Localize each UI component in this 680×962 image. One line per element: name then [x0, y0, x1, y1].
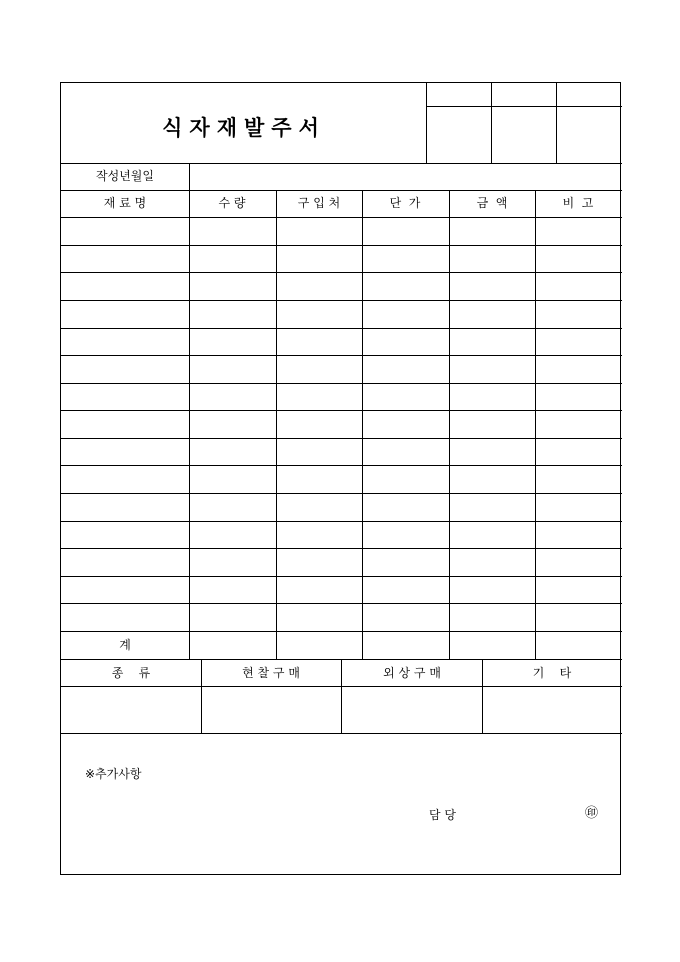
divider — [61, 272, 622, 273]
divider — [61, 733, 622, 734]
approval-cell-1[interactable] — [427, 107, 491, 163]
type-header-category: 종 류 — [111, 666, 151, 680]
divider — [61, 438, 622, 439]
divider — [276, 190, 277, 659]
divider — [61, 217, 622, 218]
column-header-amount: 금 액 — [476, 196, 508, 210]
type-header-credit-purchase: 외 상 구 매 — [383, 666, 441, 680]
divider — [61, 163, 622, 164]
column-header-quantity: 수 량 — [218, 196, 246, 210]
remarks-area[interactable] — [62, 783, 621, 873]
divider — [482, 659, 483, 733]
column-header-supplier: 구 입 처 — [297, 196, 341, 210]
divider — [61, 465, 622, 466]
divider — [61, 383, 622, 384]
form-title: 식자재발주서 — [162, 115, 326, 140]
manager-label: 담 당 — [429, 808, 456, 822]
remarks-label: ※추가사항 — [85, 767, 142, 781]
type-header-cash-purchase: 현 찰 구 매 — [242, 666, 300, 680]
divider — [61, 245, 622, 246]
divider — [341, 659, 342, 733]
divider — [61, 328, 622, 329]
divider — [61, 576, 622, 577]
divider — [61, 521, 622, 522]
type-header-other: 기 타 — [532, 666, 572, 680]
divider — [362, 190, 363, 659]
divider — [61, 410, 622, 411]
column-header-material: 재 료 명 — [103, 196, 147, 210]
divider — [61, 603, 622, 604]
divider — [201, 659, 202, 733]
purchase-order-form — [60, 82, 621, 875]
divider — [61, 355, 622, 356]
divider — [61, 631, 622, 632]
date-label: 작성년월일 — [96, 169, 154, 183]
total-label: 계 — [119, 638, 131, 652]
seal-mark[interactable]: ㊞ — [585, 806, 599, 821]
divider — [61, 300, 622, 301]
divider — [535, 190, 536, 659]
column-header-unit-price: 단 가 — [389, 196, 421, 210]
column-header-remarks: 비 고 — [562, 196, 594, 210]
divider — [61, 548, 622, 549]
approval-cell-2[interactable] — [492, 107, 556, 163]
approval-cell-3[interactable] — [557, 107, 621, 163]
divider — [61, 190, 622, 191]
divider — [449, 190, 450, 659]
divider — [189, 163, 190, 659]
divider — [61, 493, 622, 494]
